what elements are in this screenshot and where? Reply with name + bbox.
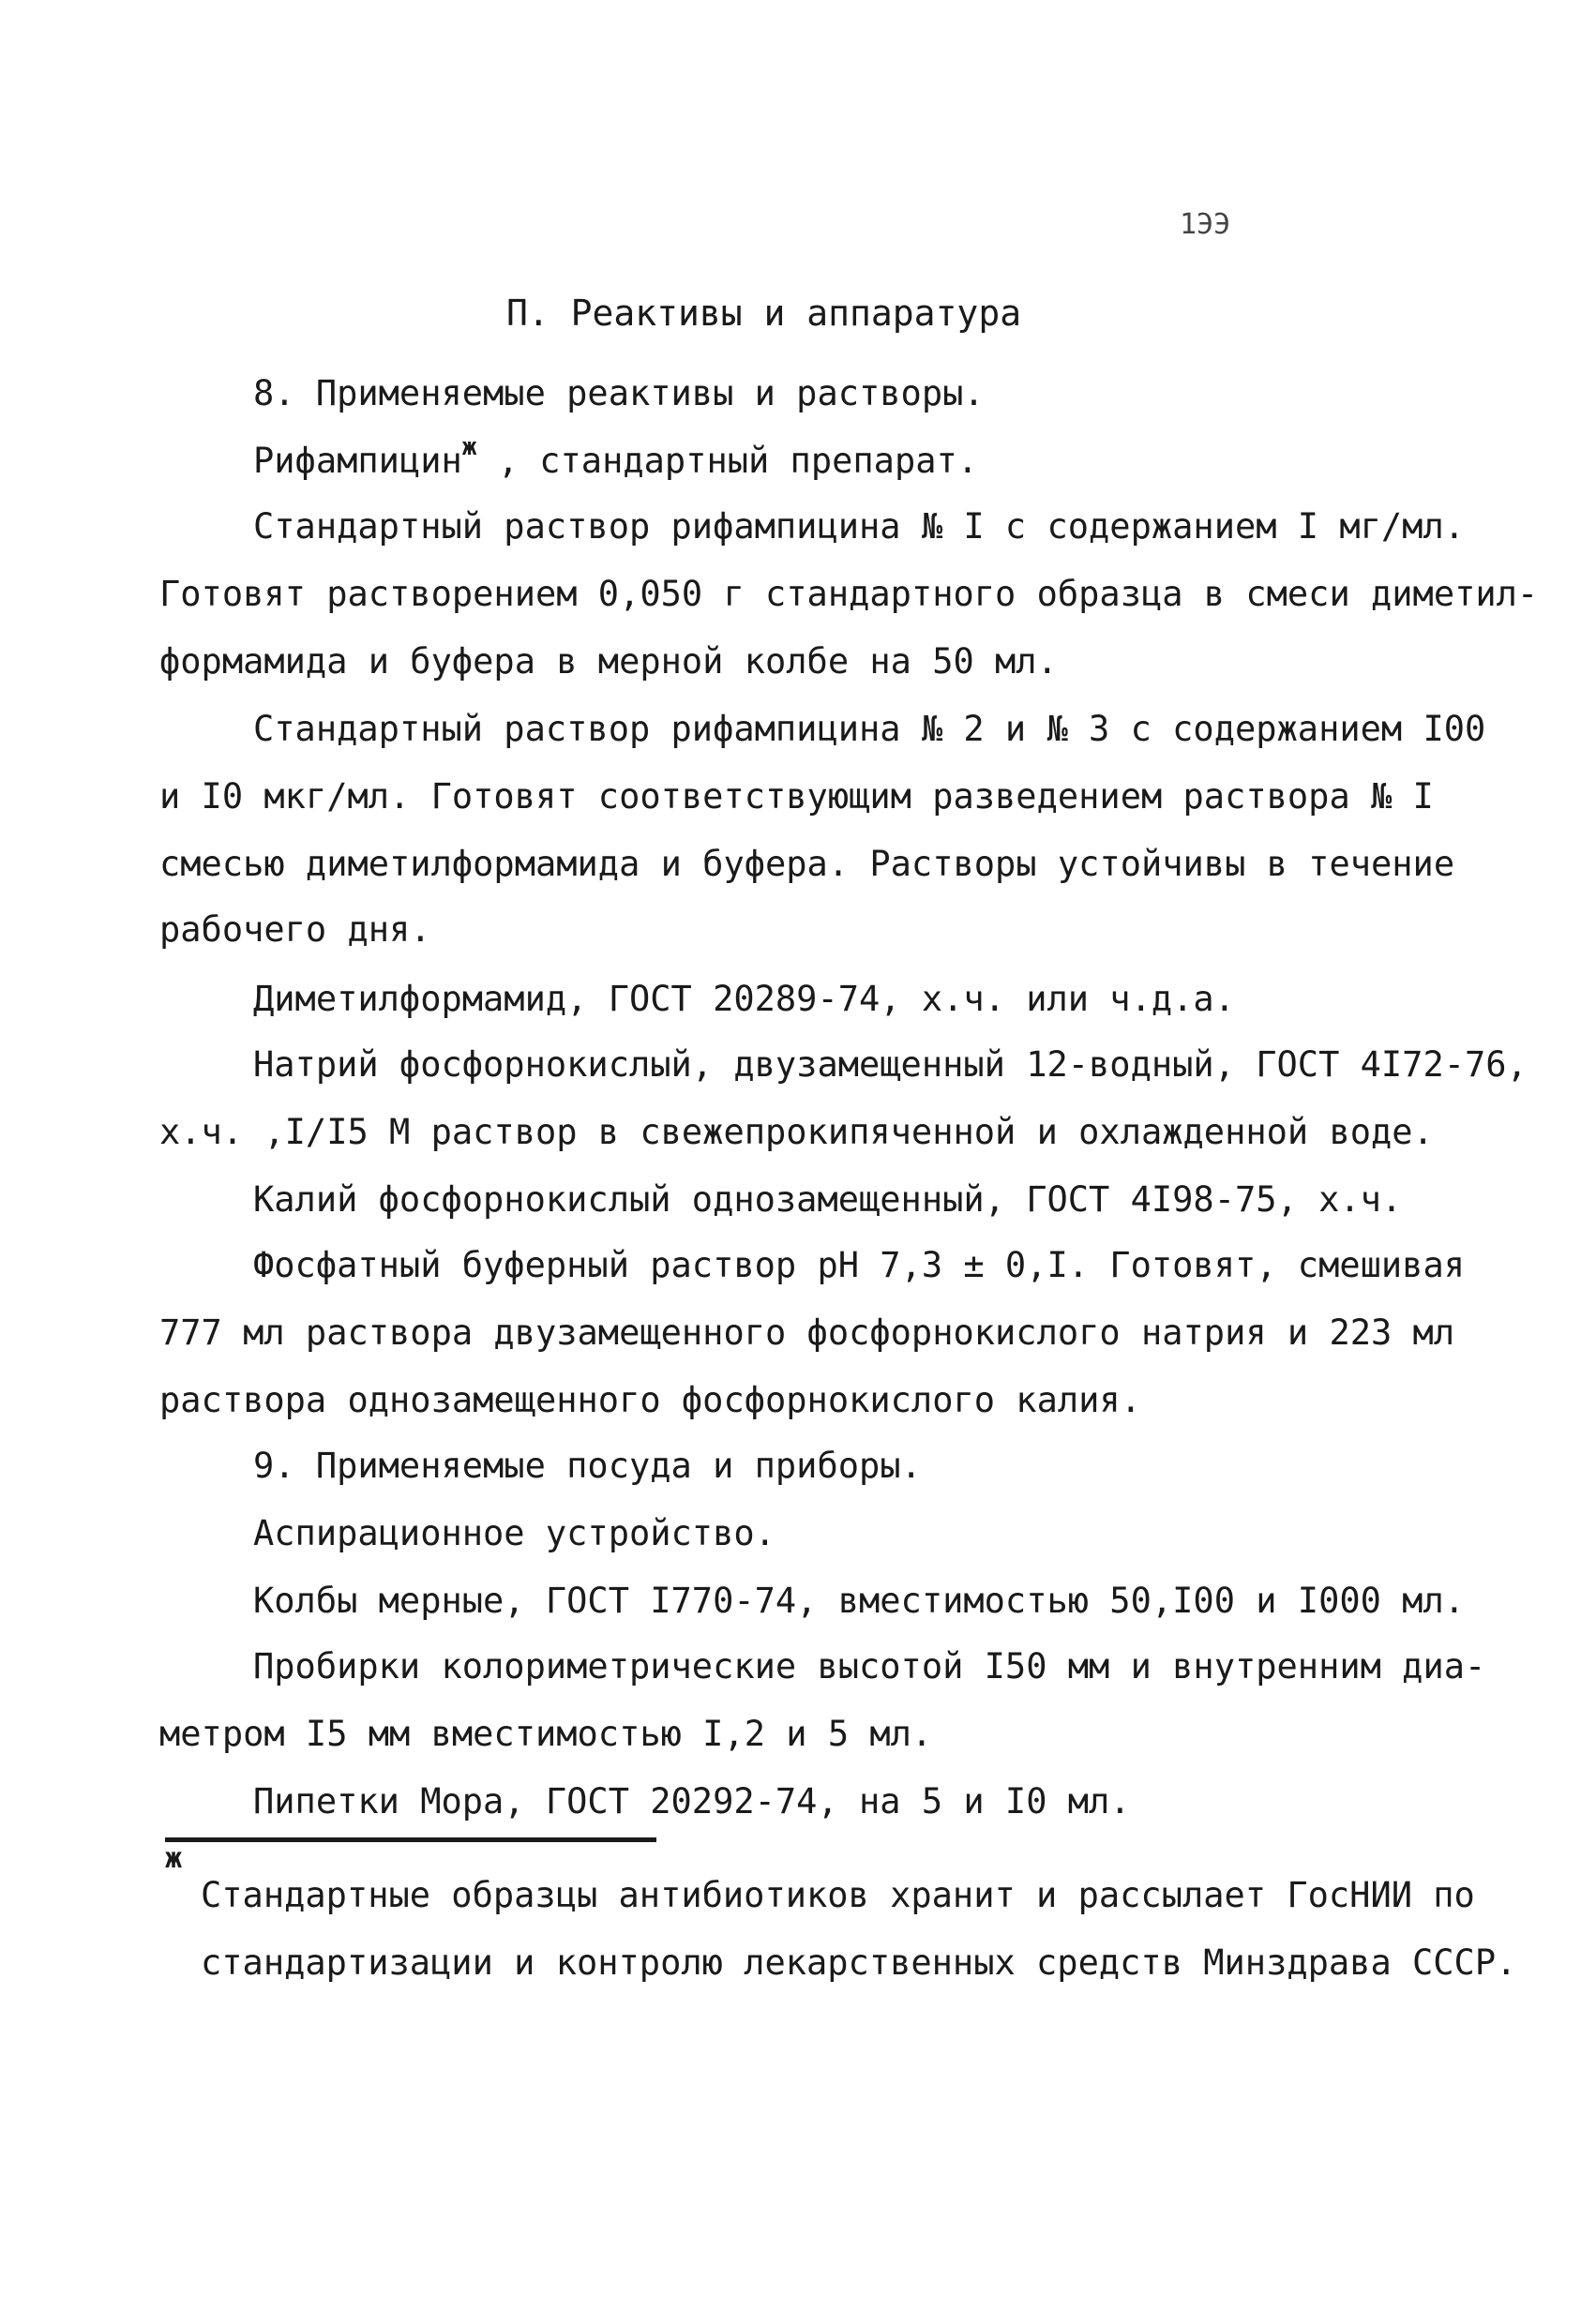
section-8-title: 8. Применяемые реактивы и растворы. [253,373,985,413]
sodium-line-2: х.ч. ,I/I5 М раствор в свежепрокипяченной и охлажденной воде. [159,1112,1434,1152]
tubes-line-2: метром I5 мм вместимостью I,2 и 5 мл. [159,1714,933,1754]
buffer-line-2: 777 мл раствора двузамещенного фосфорнокислого натрия и 223 мл [159,1312,1455,1353]
tubes-line-1: Пробирки колориметрические высотой I50 мм и внутренним диа- [253,1646,1486,1687]
sodium-line-1: Натрий фосфорнокислый, двузамещенный 12-водный, ГОСТ 4I72-76, [253,1044,1528,1085]
rifampicin-name: Рифампицин [253,441,462,481]
std1-line-3: формамида и буфера в мерной колбе на 50 мл. [159,641,1058,682]
footnote-line-2: стандартизации и контролю лекарственных средств Минздрава СССР. [201,1942,1517,1983]
page-number: 1ЭЭ [1180,208,1231,241]
section-heading: П. Реактивы и аппаратура [506,292,1022,334]
std23-line-2: и I0 мкг/мл. Готовят соответствующим разведением раствора № I [159,776,1434,817]
std23-line-4: рабочего дня. [159,909,431,950]
flasks-line: Колбы мерные, ГОСТ I770-74, вместимостью 50,I00 и I000 мл. [253,1581,1466,1621]
potassium-line: Калий фосфорнокислый однозамещенный, ГОСТ 4I98-75, х.ч. [253,1179,1403,1220]
std23-line-3: смесью диметилформамида и буфера. Растворы устойчивы в течение [159,844,1455,884]
footnote-line-1: Стандартные образцы антибиотиков хранит и рассылает ГосНИИ по [201,1875,1475,1915]
section-9-title: 9. Применяемые посуда и приборы. [253,1446,922,1486]
footnote-mark: ж [165,1842,183,1875]
pipettes-line: Пипетки Мора, ГОСТ 20292-74, на 5 и I0 мл. [253,1781,1131,1822]
std23-line-1: Стандартный раствор рифампицина № 2 и № 3 с содержанием I00 [253,709,1486,749]
std1-line-2: Готовят растворением 0,050 г стандартного образца в смеси диметил- [159,574,1539,614]
rifampicin-line [253,432,979,482]
dmf-line: Диметилформамид, ГОСТ 20289-74, х.ч. или ч.д.а. [253,979,1235,1019]
footnote-rule [165,1837,656,1842]
rifampicin-rest: , стандартный препарат. [476,441,979,481]
aspiration-line: Аспирационное устройство. [253,1513,775,1553]
buffer-line-3: раствора однозамещенного фосфорнокислого калия. [159,1380,1141,1420]
footnote-ref-mark: ж [461,432,477,461]
std1-line-1: Стандартный раствор рифампицина № I с содержанием I мг/мл. [253,506,1466,547]
buffer-line-1: Фосфатный буферный раствор pH 7,3 ± 0,I. Готовят, смешивая [253,1245,1466,1285]
